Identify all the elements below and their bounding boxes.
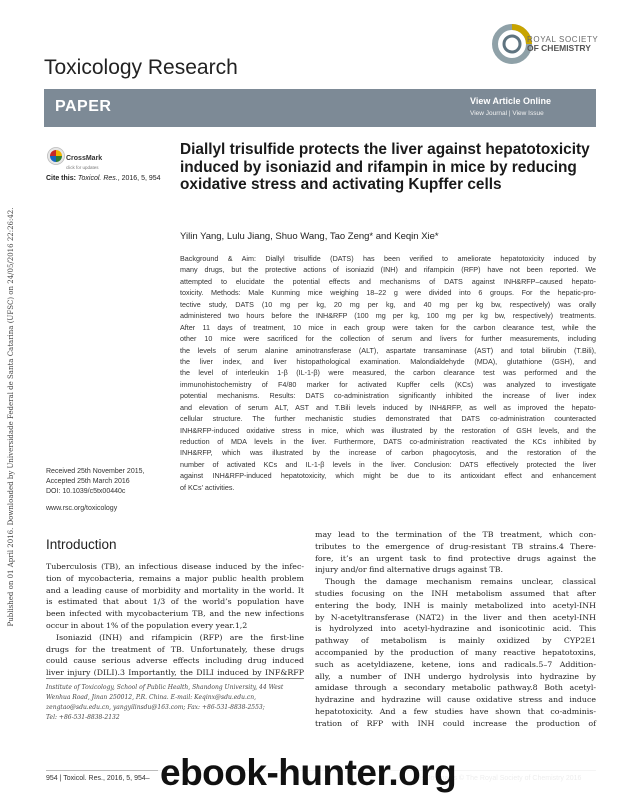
abstract-line: reduction of MDA levels in the liver. Furthermore, DATS co-administration reactivated the KCs inhibited by — [180, 437, 596, 446]
authors: Yilin Yang, Lulu Jiang, Shuo Wang, Tao Zeng* and Keqin Xie* — [180, 231, 439, 242]
body-text-line: tributes to the emergence of drug-resistant TB strains.4 There- — [315, 541, 596, 551]
body-text-line: entering the body, INH is mainly metabolized into acetyl-INH — [315, 600, 596, 610]
crossmark-sub: click for updates — [66, 165, 99, 170]
abstract-line: INH&RFP, which was illustrated by the increase of carbon phagocytosis, and the restoration of the — [180, 448, 596, 458]
accepted-date: Accepted 25th March 2016 — [46, 478, 130, 485]
crossmark-label[interactable] — [66, 147, 102, 170]
body-column-left — [46, 561, 304, 679]
body-text-line: tration of RFP with INH could increase the production of — [315, 718, 596, 728]
body-text-line: and a leading cause of morbidity and mortality in the world. It — [46, 585, 304, 595]
logo-line-1: ROYAL SOCIETY — [527, 35, 599, 44]
crossmark-title: CrossMark — [66, 155, 103, 162]
body-column-right — [315, 529, 596, 730]
body-text-line: liver injury (DILI).3 Importantly, the DILI induced by INF&RFP — [46, 668, 304, 678]
doi[interactable]: DOI: 10.1039/c5tx00440c — [46, 488, 126, 495]
abstract-line: administered two hours before the INH&RFP (100 mg per kg, 100 mg per kg bw, respectively) treatments. — [180, 311, 596, 321]
dates-block — [46, 467, 144, 497]
abstract-line: the level of interleukin 1-β (IL-1-β) were measured, the carbon clearance test was performed and the — [180, 368, 596, 378]
footnote-divider — [46, 678, 304, 679]
body-text-line: pathway of metabolism is mainly oxidized by CYP2E1 — [315, 636, 596, 646]
paper-label: PAPER — [55, 98, 112, 115]
body-text-line: tion of mycobacteria, remains a major public health problem — [46, 573, 304, 583]
abstract-line: against INH&RFP-induced hepatotoxicity, which might be due to its antioxidant effect and enhancement — [180, 471, 596, 481]
abstract-line: INH&RFP-induced oxidative stress in mice, which was illustrated by the restoration of GSH levels, and the — [180, 425, 596, 435]
body-text-line: is estimated that about 1/3 of the world’s population have — [46, 597, 304, 607]
body-text-line: ally, a number of INH undergo hydrolysis into hydrazine by — [315, 671, 596, 681]
abstract-line: Background & Aim: Diallyl trisulfide (DATS) has been verified to ameliorate hepatotoxicity induced by — [180, 254, 596, 263]
body-text-line: such as acetyldiazene, ketene, ions and radicals.5–7 Addition- — [315, 659, 596, 669]
abstract-line: of KCs’ activities. — [180, 482, 235, 492]
footnote-line: Institute of Toxicology, School of Public Health, Shandong University, 44 West — [46, 684, 284, 691]
abstract-line: other 10 mice were sacrificed for the collection of serum and livers for further measurements, including — [180, 334, 596, 344]
body-text-line: amidase through a secondary metabolic pathway.8 Both acetyl- — [315, 683, 596, 693]
affiliation-footnote — [46, 683, 304, 723]
article-title: Diallyl trisulfide protects the liver against hepatotoxicity induced by isoniazid and rifampin in mice by reducing oxidative stress and activating Kupffer cells — [180, 141, 590, 194]
body-text-line: studies focusing on the INH metabolism assumed that after — [315, 588, 596, 598]
body-text-line: Isoniazid (INH) and rifampicin (RFP) are the first-line — [56, 632, 304, 642]
body-text-line: drugs for the treatment of TB. Unfortunately, these drugs — [46, 644, 304, 654]
section-heading-introduction: Introduction — [46, 537, 117, 552]
journal-url[interactable]: www.rsc.org/toxicology — [46, 505, 118, 512]
abstract-line: and elevation of serum ALT, AST and T.Bili levels induced by INH&RFP, as well as improved the hepato- — [180, 402, 596, 412]
abstract-line: tective study, DATS (10 mg per kg, 20 mg per kg, and 40 mg per kg bw, respectively) was orally — [180, 299, 596, 309]
abstract-line: number of activated KCs and IL-1-β levels in the liver. Conclusion: DATS effectively protected the liver — [180, 459, 596, 469]
footnote-line: zengtao@sdu.edu.cn, yangyilinsdu@163.com; Fax: +86-531-8838-2553; — [46, 704, 265, 712]
abstract-line: immunohistochemistry of F4/80 marker for activated Kupffer cells (KCs) was analyzed to investigate — [180, 379, 596, 389]
rsc-logo-text — [527, 36, 598, 53]
body-text-line: accompanied by the production of many reactive hepatotoxins, — [315, 647, 596, 657]
abstract-line: the levels of serum alanine aminotransferase (ALT), aspartate transaminase (AST) and total bilirubin (T.Bili), — [180, 345, 596, 355]
body-text-line: is hydrolyzed into acetyl-hydrazine and isonicotinic acid. This — [315, 624, 596, 634]
abstract-line: attempted to elucidate the potential effects and mechanisms of DATS against INH&RFP–caused hepato- — [180, 276, 596, 286]
journal-title: Toxicology Research — [44, 56, 238, 79]
abstract-line: many drugs, but the protective actions of isoniazid (INH) and rifampicin (RFP) have not been reported. We — [180, 265, 596, 275]
body-text-line: Though the damage mechanism remains unclear, classical — [325, 577, 596, 587]
body-text-line: injury and/or find alternative drugs against TB. — [315, 565, 504, 575]
abstract-line: toxicity. Methods: Male Kunming mice weighing 18–22 g were divided into 6 groups. For the hepatic-pro- — [180, 288, 596, 298]
logo-line-2: OF CHEMISTRY — [527, 43, 591, 54]
abstract — [180, 253, 596, 493]
abstract-line: the liver index, and liver histopathological examination. Malondialdehyde (MDA), glutathione (GSH), and — [180, 356, 596, 366]
received-date: Received 25th November 2015, — [46, 468, 145, 475]
body-text-line: hydrazine and hydrazine will cause oxidative stress and induce — [315, 695, 596, 705]
view-journal-issue-links[interactable]: View Journal | View Issue — [470, 110, 544, 117]
footnote-line: Wenhua Road, Jinan 250012, P.R. China. E-mail: Keqinx@sdu.edu.cn, — [46, 694, 257, 702]
cite-this — [46, 175, 161, 182]
cite-journal: Toxicol. Res. — [77, 175, 118, 182]
cite-label: Cite this: — [46, 175, 76, 182]
paper-banner — [44, 89, 596, 127]
download-notice: Published on 01 April 2016. Downloaded by Universidade Federal de Santa Catarina (UFSC) on 24/05/2016 22:26:42. — [7, 207, 15, 627]
body-text-line: by N-acetyltransferase (NAT2) in the liver and then acetyl-INH — [315, 612, 596, 622]
body-text-line: Tuberculosis (TB), an infectious disease induced by the infec- — [46, 562, 304, 571]
body-text-line: occur in about 1% of the population every year.1,2 — [46, 620, 248, 630]
page-footer: 954 | Toxicol. Res., 2016, 5, 954– — [46, 775, 150, 782]
body-text-line: hepatotoxicity. And a few studies have shown that co-adminis- — [315, 706, 596, 716]
view-article-online-link[interactable]: View Article Online — [470, 96, 552, 106]
body-text-line: may lead to the termination of the TB treatment, which con- — [315, 530, 596, 539]
footnote-line: Tel: +86-531-8838-2132 — [46, 714, 120, 722]
abstract-line: cellular structure. The further mechanistic studies demonstrated that DATS co-administration counteracted — [180, 414, 596, 424]
watermark: ebook-hunter.org — [160, 752, 457, 793]
body-text-line: could cause serious adverse effects including drug induced — [46, 656, 304, 666]
body-text-line: fore, it’s an urgent task to find protective drugs against the — [315, 553, 596, 563]
abstract-line: After 11 days of treatment, 10 mice in each group were taken for the carbon clearance test, while the — [180, 322, 596, 332]
cite-rest: , 2016, 5, 954 — [117, 175, 161, 182]
body-text-line: been infected with mycobacterium TB, and the new infections — [46, 609, 304, 619]
abstract-line: potential mechanisms. Results: DATS co-administration significantly inhibited the increase of liver index — [180, 391, 596, 401]
